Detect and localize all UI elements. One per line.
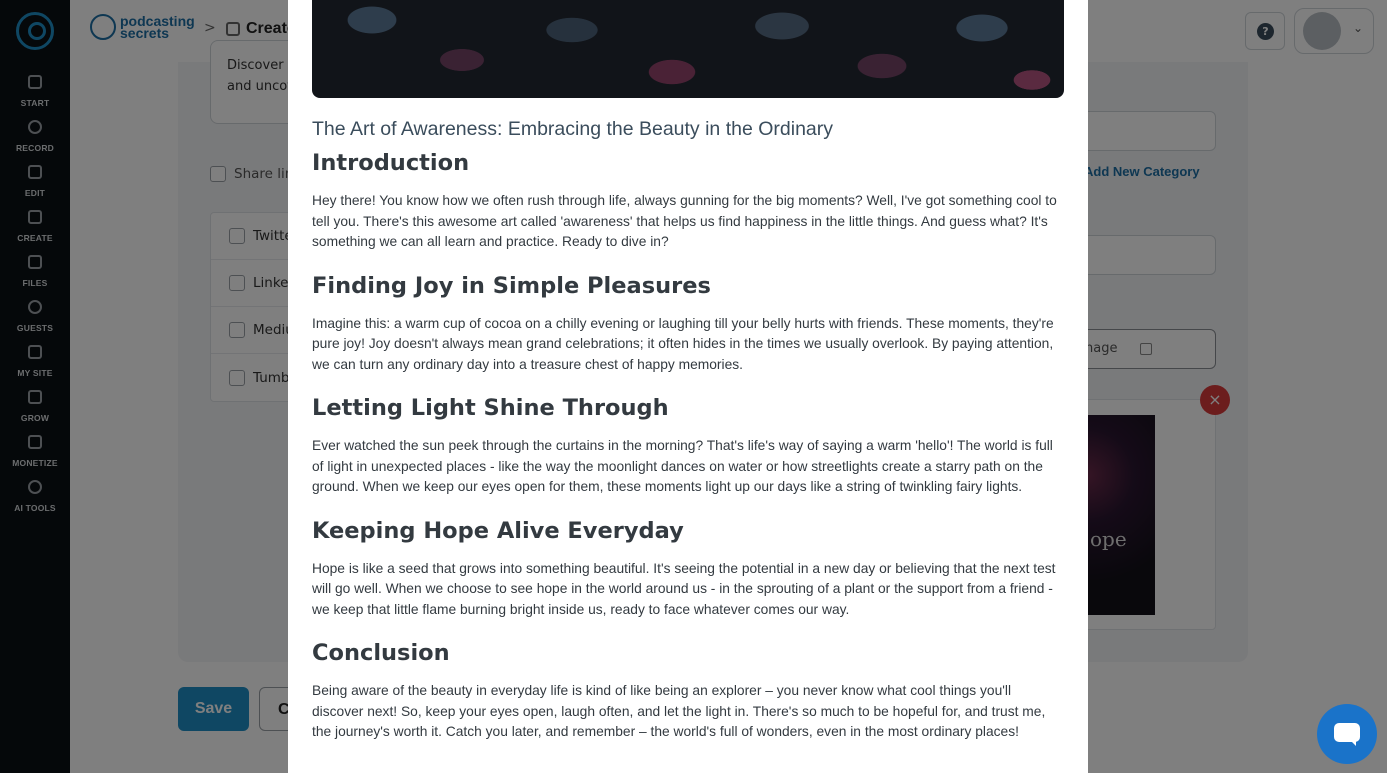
- post-hero-image: [312, 0, 1064, 98]
- section-paragraph: Ever watched the sun peek through the curtains in the morning? That's life's way of saying a warm 'hello'! The world is full of light in unexpected places - like the way the moonlight dances on water or how streetlights create a starry path on the ground. When we keep our eyes open for them, these moments light up our days like a string of twinkling fairy lights.: [312, 438, 1053, 494]
- section-heading: Introduction: [312, 150, 470, 176]
- section-paragraph: Imagine this: a warm cup of cocoa on a chilly evening or laughing till your belly hurts with friends. These moments, they're pure joy! Joy doesn't always mean grand celebrations; it often hides in the times we usually overlook. By paying attention, we can turn any ordinary day into a treasure chest of happy memories.: [312, 315, 1054, 372]
- chat-widget-button[interactable]: [1317, 704, 1377, 764]
- section-heading: Keeping Hope Alive Everyday: [312, 517, 684, 544]
- post-body: [312, 146, 1064, 759]
- section-heading: Finding Joy in Simple Pleasures: [312, 272, 711, 299]
- post-title: The Art of Awareness: Embracing the Beauty in the Ordinary: [312, 118, 833, 140]
- section-heading: Letting Light Shine Through: [312, 395, 669, 421]
- section-paragraph: Being aware of the beauty in everyday life is kind of like being an explorer – you never know what cool things you'll discover next! So, keep your eyes open, laugh often, and let the light in. There's so much to be hopeful for, and trust me, the journey's worth it. Catch you later, and remember – the world's full of wonders, even in the most ordinary places!: [312, 683, 1046, 739]
- post-preview-modal: [288, 0, 1088, 773]
- section-heading: Conclusion: [312, 640, 450, 666]
- section-paragraph: Hey there! You know how we often rush through life, always gunning for the big moments? Well, I've got something cool to tell you. There's this awesome art called 'awareness' that helps us find happiness in the little things. And guess what? It's something we can all learn and practice. Ready to dive in?: [312, 193, 1057, 249]
- section-paragraph: Hope is like a seed that grows into something beautiful. It's seeing the potential in a new day or believing that the next test will go well. When we choose to see hope in the world around us - in the sprouting of a plant or the support from a friend - we keep that little flame burning bright inside us, ready to face whatever comes our way.: [312, 560, 1056, 617]
